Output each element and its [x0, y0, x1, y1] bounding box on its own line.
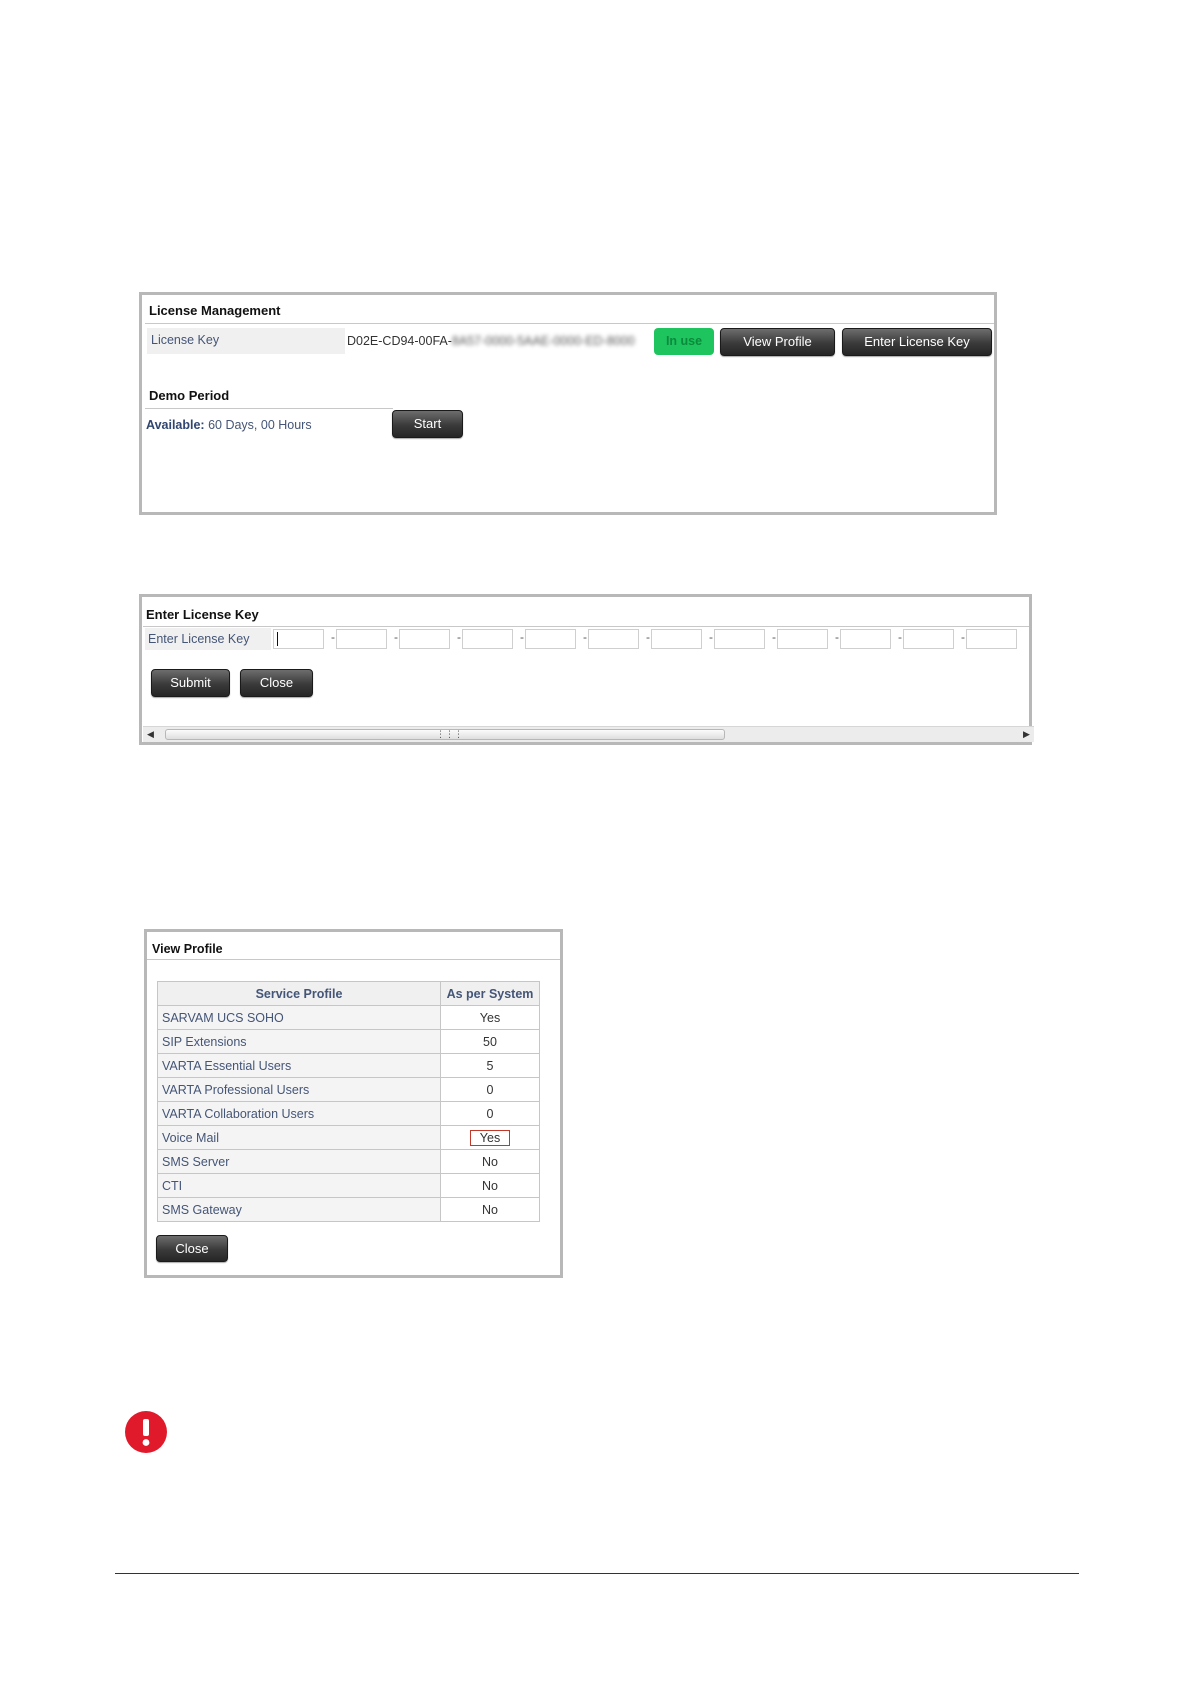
status-badge: [654, 328, 714, 355]
enter-license-key-field-label: [145, 628, 271, 650]
demo-period-title: Demo Period: [149, 388, 230, 403]
license-key-obscured-text: 8A57-0000-5AAE-0000-ED-8000: [451, 334, 635, 348]
available-label: Available:: [146, 418, 205, 432]
license-key-segment-input[interactable]: [840, 629, 891, 649]
license-key-segment-input[interactable]: [966, 629, 1017, 649]
table-row: [158, 1006, 540, 1030]
table-row: [158, 1126, 540, 1150]
service-value: 50: [441, 1030, 540, 1054]
service-value: 0: [441, 1102, 540, 1126]
service-name: SMS Gateway: [158, 1198, 441, 1222]
segment-separator: -: [457, 630, 461, 644]
segment-separator: -: [961, 630, 965, 644]
license-management-title: License Management: [149, 303, 281, 318]
segment-separator: -: [394, 630, 398, 644]
table-row: [158, 1198, 540, 1222]
license-key-segment-input[interactable]: [714, 629, 765, 649]
text-caret: [277, 632, 278, 646]
service-name: VARTA Collaboration Users: [158, 1102, 441, 1126]
scroll-right-arrow-icon[interactable]: ▶: [1023, 729, 1030, 739]
license-management-panel: [139, 292, 997, 515]
view-profile-button[interactable]: View Profile: [720, 328, 835, 356]
enter-license-key-field-label-text: Enter License Key: [148, 632, 250, 646]
view-profile-title: View Profile: [152, 942, 223, 956]
license-key-segment-input[interactable]: [588, 629, 639, 649]
service-value: No: [441, 1150, 540, 1174]
license-key-segment-input[interactable]: [462, 629, 513, 649]
column-header-service-profile: Service Profile: [158, 982, 441, 1006]
table-row: [158, 1150, 540, 1174]
highlighted-service-value: Yes: [470, 1130, 510, 1146]
service-name: SMS Server: [158, 1150, 441, 1174]
enter-license-key-title: Enter License Key: [146, 607, 259, 622]
table-row: [158, 1054, 540, 1078]
license-key-label-text: License Key: [151, 333, 220, 347]
available-value: 60 Days, 00 Hours: [208, 418, 312, 432]
table-row: [158, 1102, 540, 1126]
table-row: [158, 1078, 540, 1102]
divider: [147, 959, 560, 960]
license-key-value: [347, 334, 635, 348]
service-value: No: [441, 1174, 540, 1198]
license-key-segment-input[interactable]: [903, 629, 954, 649]
segment-separator: -: [709, 630, 713, 644]
license-key-segment-input[interactable]: [273, 629, 324, 649]
exclamation-circle-icon: [124, 1410, 168, 1454]
license-key-segment-input[interactable]: [651, 629, 702, 649]
service-name: Voice Mail: [158, 1126, 441, 1150]
submit-button[interactable]: Submit: [151, 669, 230, 697]
scrollbar-thumb[interactable]: [165, 729, 725, 740]
license-key-visible-text: D02E-CD94-00FA-: [347, 334, 452, 348]
column-header-as-per-system: As per System: [441, 982, 540, 1006]
license-key-segment-input[interactable]: [336, 629, 387, 649]
service-profile-table: [157, 981, 540, 1222]
segment-separator: -: [772, 630, 776, 644]
service-value-cell: [441, 1126, 540, 1150]
divider: [145, 323, 994, 324]
footer-rule: [115, 1573, 1079, 1574]
grip-icon: ⋮⋮⋮: [436, 729, 463, 739]
segment-separator: -: [520, 630, 524, 644]
service-value: Yes: [441, 1006, 540, 1030]
divider: [143, 626, 1029, 627]
status-badge-text: In use: [665, 334, 703, 348]
service-name: VARTA Essential Users: [158, 1054, 441, 1078]
start-demo-button[interactable]: Start: [392, 410, 463, 438]
license-key-label: [147, 328, 345, 354]
divider: [145, 408, 393, 409]
service-value: No: [441, 1198, 540, 1222]
service-value: 5: [441, 1054, 540, 1078]
service-name: VARTA Professional Users: [158, 1078, 441, 1102]
service-name: CTI: [158, 1174, 441, 1198]
table-row: [158, 1030, 540, 1054]
scroll-left-arrow-icon[interactable]: ◀: [147, 729, 154, 739]
horizontal-scrollbar[interactable]: [143, 726, 1034, 742]
table-header-row: [158, 982, 540, 1006]
enter-license-key-button[interactable]: Enter License Key: [842, 328, 992, 356]
segment-separator: -: [835, 630, 839, 644]
license-key-segment-input[interactable]: [399, 629, 450, 649]
segment-separator: -: [583, 630, 587, 644]
table-row: [158, 1174, 540, 1198]
demo-availability: [146, 418, 312, 432]
service-value: 0: [441, 1078, 540, 1102]
license-key-segment-input[interactable]: [777, 629, 828, 649]
service-name: SARVAM UCS SOHO: [158, 1006, 441, 1030]
service-name: SIP Extensions: [158, 1030, 441, 1054]
close-button[interactable]: Close: [240, 669, 313, 697]
license-key-segment-input[interactable]: [525, 629, 576, 649]
view-profile-close-button[interactable]: Close: [156, 1235, 228, 1262]
segment-separator: -: [898, 630, 902, 644]
segment-separator: -: [646, 630, 650, 644]
segment-separator: -: [331, 630, 335, 644]
